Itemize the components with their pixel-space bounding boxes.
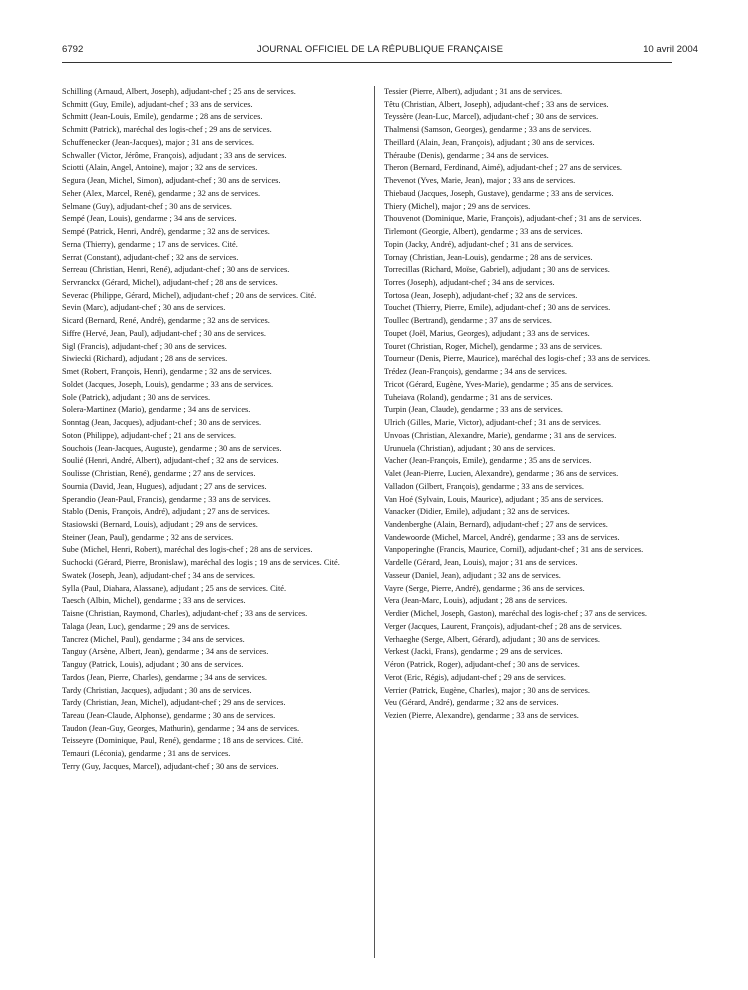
list-entry: Tricot (Gérard, Eugène, Yves-Marie), gendarme ; 35 ans de services. [384,379,614,389]
list-entry: Tessier (Pierre, Albert), adjudant ; 31 ans de services. [384,87,563,96]
list-entry: Theron (Bernard, Ferdinand, Aimé), adjudant-chef ; 27 ans de services. [384,163,622,173]
list-entry: Teisseyre (Dominique, Paul, René), gendarme ; 18 ans de services. Cité. [62,736,304,746]
list-entry: Sube (Michel, Henri, Robert), maréchal des logis-chef ; 28 ans de services. [62,545,313,555]
list-entry: Tortosa (Jean, Joseph), adjudant-chef ; 32 ans de services. [384,290,578,300]
list-entry: Valet (Jean-Pierre, Lucien, Alexandre), gendarme ; 36 ans de services. [384,469,619,479]
list-entry: Torrecillas (Richard, Moïse, Gabriel), adjudant ; 30 ans de services. [384,265,610,275]
right-column [384,87,688,724]
list-entry: Topin (Jacky, André), adjudant-chef ; 31 ans de services. [384,239,574,249]
list-entry: Vezien (Pierre, Alexandre), gendarme ; 33 ans de services. [384,710,579,720]
list-entry: Unvoas (Christian, Alexandre, Marie), gendarme ; 31 ans de services. [384,430,617,440]
list-entry: Talaga (Jean, Luc), gendarme ; 29 ans de services. [62,621,230,631]
list-entry: Severac (Philippe, Gérard, Michel), adjudant-chef ; 20 ans de services. Cité. [62,290,317,300]
list-entry: Serreau (Christian, Henri, René), adjudant-chef ; 30 ans de services. [62,265,290,275]
list-entry: Urunuela (Christian), adjudant ; 30 ans de services. [384,443,556,453]
list-entry: Thouvenot (Dominique, Marie, François), adjudant-chef ; 31 ans de services. [384,214,642,224]
list-entry: Verkest (Jacki, Frans), gendarme ; 29 ans de services. [384,647,563,657]
list-entry: Schilling (Arnaud, Albert, Joseph), adjudant-chef ; 25 ans de services. [62,87,296,96]
list-entry: Sonntag (Jean, Jacques), adjudant-chef ; 30 ans de services. [62,418,262,428]
list-entry: Temauri (Léconia), gendarme ; 31 ans de services. [62,749,231,759]
list-entry: Tuheiava (Roland), gendarme ; 31 ans de services. [384,392,553,402]
list-entry: Sigl (Francis), adjudant-chef ; 30 ans de services. [62,341,227,351]
list-entry: Thiery (Michel), major ; 29 ans de services. [384,201,531,211]
list-entry: Taudon (Jean-Guy, Georges, Mathurin), gendarme ; 34 ans de services. [62,723,300,733]
list-entry: Sperandio (Jean-Paul, Francis), gendarme ; 33 ans de services. [62,494,271,504]
list-entry: Thevenot (Yves, Marie, Jean), major ; 33 ans de services. [384,176,576,186]
list-entry: Sole (Patrick), adjudant ; 30 ans de services. [62,392,211,402]
list-entry: Vacher (Jean-François, Emile), gendarme ; 35 ans de services. [384,456,592,466]
list-entry: Tirlemont (Georgie, Albert), gendarme ; 33 ans de services. [384,227,583,237]
list-entry: Véron (Patrick, Roger), adjudant-chef ; 30 ans de services. [384,660,580,670]
list-entry: Serrat (Constant), adjudant-chef ; 32 ans de services. [62,252,239,262]
list-entry: Steiner (Jean, Paul), gendarme ; 32 ans de services. [62,532,234,542]
list-entry: Valladon (Gilbert, François), gendarme ; 33 ans de services. [384,481,584,491]
list-entry: Teyssère (Jean-Luc, Marcel), adjudant-chef ; 30 ans de services. [384,112,599,122]
list-entry: Schwaller (Victor, Jérôme, François), adjudant ; 33 ans de services. [62,150,287,160]
list-entry: Verger (Jacques, Laurent, François), adjudant-chef ; 28 ans de services. [384,621,622,631]
list-entry: Tourneur (Denis, Pierre, Maurice), maréchal des logis-chef ; 33 ans de services. [384,354,651,364]
list-entry: Smet (Robert, François, Henri), gendarme ; 32 ans de services. [62,367,272,377]
list-entry: Tardy (Christian, Jean, Michel), adjudant-chef ; 29 ans de services. [62,698,286,708]
list-entry: Stasiowski (Bernard, Louis), adjudant ; 29 ans de services. [62,519,258,529]
list-entry: Taesch (Albin, Michel), gendarme ; 33 ans de services. [62,596,246,606]
list-entry: Suchocki (Gérard, Pierre, Bronislaw), maréchal des logis ; 19 ans de services. Cité. [62,558,340,568]
list-entry: Sylla (Paul, Diahara, Alassane), adjudant ; 25 ans de services. Cité. [62,583,287,593]
list-entry: Sournia (David, Jean, Hugues), adjudant ; 27 ans de services. [62,481,267,491]
list-entry: Vera (Jean-Marc, Louis), adjudant ; 28 ans de services. [384,596,568,606]
column-divider [374,86,375,958]
list-entry: Serna (Thierry), gendarme ; 17 ans de services. Cité. [62,239,238,249]
list-entry: Taisne (Christian, Raymond, Charles), adjudant-chef ; 33 ans de services. [62,609,308,619]
list-entry: Tardy (Christian, Jacques), adjudant ; 30 ans de services. [62,685,252,695]
list-entry: Soldet (Jacques, Joseph, Louis), gendarme ; 33 ans de services. [62,379,274,389]
list-entry: Segura (Jean, Michel, Simon), adjudant-chef ; 30 ans de services. [62,176,281,186]
list-entry: Turpin (Jean, Claude), gendarme ; 33 ans de services. [384,405,563,415]
list-entry: Solera-Martinez (Mario), gendarme ; 34 ans de services. [62,405,251,415]
list-entry: Tareau (Jean-Claude, Alphonse), gendarme ; 30 ans de services. [62,710,276,720]
list-entry: Têtu (Christian, Albert, Joseph), adjudant-chef ; 33 ans de services. [384,99,609,109]
list-entry: Vanpoperinghe (Francis, Maurice, Cornil), adjudant-chef ; 31 ans de services. [384,545,644,555]
list-entry: Thalmensi (Samson, Georges), gendarme ; 33 ans de services. [384,125,592,135]
list-entry: Soulisse (Christian, René), gendarme ; 27 ans de services. [62,469,256,479]
list-entry: Terry (Guy, Jacques, Marcel), adjudant-chef ; 30 ans de services. [62,761,279,771]
list-entry: Théraube (Denis), gendarme ; 34 ans de services. [384,150,549,160]
list-entry: Schuffenecker (Jean-Jacques), major ; 31 ans de services. [62,137,254,147]
list-entry: Toupet (Joël, Marius, Georges), adjudant ; 33 ans de services. [384,328,590,338]
list-entry: Siwiecki (Richard), adjudant ; 28 ans de services. [62,354,228,364]
list-entry: Tanguy (Arsène, Albert, Jean), gendarme ; 34 ans de services. [62,647,269,657]
list-entry: Theillard (Alain, Jean, François), adjudant ; 30 ans de services. [384,137,595,147]
list-entry: Sevin (Marc), adjudant-chef ; 30 ans de services. [62,303,226,313]
list-entry: Stablo (Denis, François, André), adjudant ; 27 ans de services. [62,507,270,517]
list-entry: Sicard (Bernard, René, André), gendarme ; 32 ans de services. [62,316,270,326]
list-entry: Verrier (Patrick, Eugène, Charles), major ; 30 ans de services. [384,685,590,695]
list-entry: Thiebaud (Jacques, Joseph, Gustave), gendarme ; 33 ans de services. [384,188,614,198]
page-header [62,44,698,58]
list-entry: Tancrez (Michel, Paul), gendarme ; 34 ans de services. [62,634,245,644]
list-entry: Souchois (Jean-Jacques, Auguste), gendarme ; 30 ans de services. [62,443,282,453]
list-entry: Selmane (Guy), adjudant-chef ; 30 ans de services. [62,201,232,211]
list-entry: Vayre (Serge, Pierre, André), gendarme ; 36 ans de services. [384,583,585,593]
list-entry: Vandewoorde (Michel, Marcel, André), gendarme ; 33 ans de services. [384,532,620,542]
list-entry: Touret (Christian, Roger, Michel), gendarme ; 33 ans de services. [384,341,603,351]
list-entry: Soton (Philippe), adjudant-chef ; 21 ans de services. [62,430,237,440]
list-entry: Schmitt (Jean-Louis, Emile), gendarme ; 28 ans de services. [62,112,263,122]
list-entry: Sempé (Jean, Louis), gendarme ; 34 ans de services. [62,214,237,224]
list-entry: Vasseur (Daniel, Jean), adjudant ; 32 ans de services. [384,570,561,580]
list-entry: Torres (Joseph), adjudant-chef ; 34 ans de services. [384,278,555,288]
header-rule [62,62,672,63]
list-entry: Verot (Eric, Régis), adjudant-chef ; 29 ans de services. [384,672,566,682]
journal-title: JOURNAL OFFICIEL DE LA RÉPUBLIQUE FRANÇAISE [256,44,504,55]
list-entry: Ulrich (Gilles, Marie, Victor), adjudant-chef ; 31 ans de services. [384,418,601,428]
page-number: 6792 [62,44,84,55]
list-entry: Swatek (Joseph, Jean), adjudant-chef ; 34 ans de services. [62,570,256,580]
issue-date: 10 avril 2004 [643,44,698,55]
list-entry: Verhaeghe (Serge, Albert, Gérard), adjudant ; 30 ans de services. [384,634,601,644]
list-entry: Van Hoé (Sylvain, Louis, Maurice), adjudant ; 35 ans de services. [384,494,604,504]
list-entry: Schmitt (Guy, Emile), adjudant-chef ; 33 ans de services. [62,99,253,109]
list-entry: Sciotti (Alain, Angel, Antoine), major ; 32 ans de services. [62,163,258,173]
list-entry: Vanacker (Didier, Emile), adjudant ; 32 ans de services. [384,507,570,517]
list-entry: Seher (Alex, Marcel, René), gendarme ; 32 ans de services. [62,188,261,198]
list-entry: Tornay (Christian, Jean-Louis), gendarme ; 28 ans de services. [384,252,593,262]
list-entry: Veu (Gérard, André), gendarme ; 32 ans de services. [384,698,559,708]
list-entry: Tardos (Jean, Pierre, Charles), gendarme ; 34 ans de services. [62,672,267,682]
list-entry: Trédez (Jean-François), gendarme ; 34 ans de services. [384,367,567,377]
list-entry: Tanguy (Patrick, Louis), adjudant ; 30 ans de services. [62,660,244,670]
list-entry: Sempé (Patrick, Henri, André), gendarme ; 32 ans de services. [62,227,270,237]
left-column [62,87,366,775]
list-entry: Soulié (Henri, André, Albert), adjudant-chef ; 32 ans de services. [62,456,279,466]
list-entry: Servranckx (Gérard, Michel), adjudant-chef ; 28 ans de services. [62,278,278,288]
list-entry: Siffre (Hervé, Jean, Paul), adjudant-chef ; 30 ans de services. [62,328,266,338]
list-entry: Verdier (Michel, Joseph, Gaston), maréchal des logis-chef ; 37 ans de services. [384,609,647,619]
list-entry: Vandenberghe (Alain, Bernard), adjudant-chef ; 27 ans de services. [384,519,608,529]
list-entry: Touchet (Thierry, Pierre, Emile), adjudant-chef ; 30 ans de services. [384,303,611,313]
list-entry: Vardelle (Gérard, Jean, Louis), major ; 31 ans de services. [384,558,578,568]
list-entry: Schmitt (Patrick), maréchal des logis-chef ; 29 ans de services. [62,125,272,135]
list-entry: Toullec (Bertrand), gendarme ; 37 ans de services. [384,316,552,326]
